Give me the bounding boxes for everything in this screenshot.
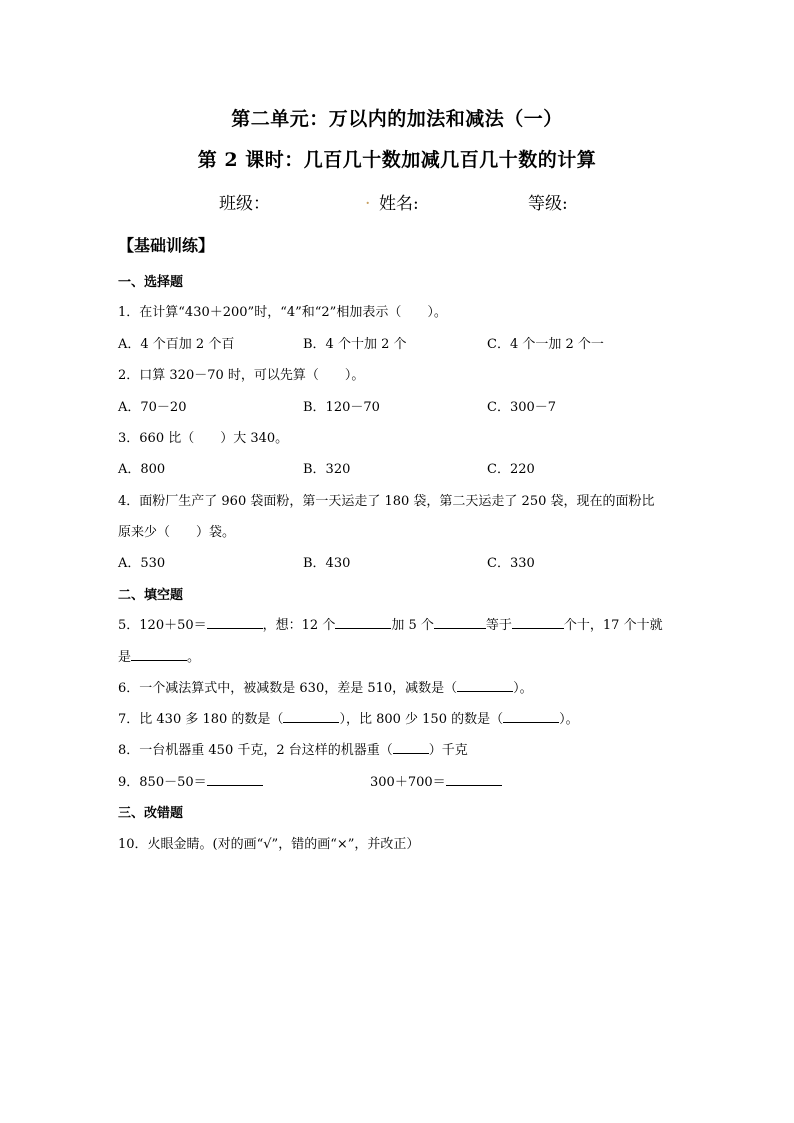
q9-text-b: 300＋700＝: [370, 775, 446, 790]
class-field-label: 班级：: [219, 194, 270, 214]
q5-text-b: ，想：12 个: [262, 618, 336, 633]
section-basic-training: 【基础训练】: [118, 236, 215, 255]
q7-text-a: 7．比 430 多 180 的数是（: [118, 712, 284, 727]
q8-text-b: ）千克: [428, 743, 468, 758]
q3-option-c: C．220: [487, 462, 535, 477]
q1-option-b: B．4 个十加 2 个: [303, 337, 407, 352]
q9-blank-2[interactable]: [446, 773, 502, 786]
part3-heading: 三、改错题: [118, 806, 184, 821]
lesson-subtitle: 第 2 课时：几百几十数加减几百几十数的计算: [197, 149, 597, 171]
question-4-line1: 4．面粉厂生产了 960 袋面粉，第一天运走了 180 袋，第二天运走了 250 袋，现在的面粉比: [118, 494, 655, 509]
q5-text-e: 个十，17 个十就: [563, 618, 663, 633]
question-10: 10．火眼金睛。(对的画“√”，错的画“×”，并改正）: [118, 837, 420, 852]
question-9b: [370, 771, 502, 790]
q7-text-c: ）。: [559, 712, 579, 727]
part1-heading: 一、选择题: [118, 275, 184, 290]
question-5-line2: [118, 646, 200, 665]
q7-blank-2[interactable]: [503, 710, 559, 723]
q1-option-a: A．4 个百加 2 个百: [118, 337, 235, 352]
q2-option-b: B．120－70: [303, 400, 380, 415]
q5-line2-text: 是: [118, 650, 132, 665]
q9-text-a: 9．850－50＝: [118, 775, 207, 790]
q4-option-b: B．430: [303, 556, 351, 571]
q8-text-a: 8．一台机器重 450 千克，2 台这样的机器重（: [118, 743, 393, 758]
q2-option-a: A．70－20: [118, 400, 187, 415]
name-field-label: 姓名:: [379, 194, 419, 214]
q8-blank[interactable]: [393, 741, 429, 754]
question-3: 3．660 比（ ）大 340。: [118, 431, 289, 446]
q3-option-b: B．320: [303, 462, 351, 477]
q5-blank-4[interactable]: [512, 616, 564, 629]
q9-blank-1[interactable]: [207, 773, 263, 786]
question-6: [118, 677, 533, 696]
dot-mark: .: [365, 189, 371, 209]
page-title: 第二单元：万以内的加法和减法（一）: [231, 108, 563, 130]
q6-text-b: ）。: [513, 681, 533, 696]
q5-blank-3[interactable]: [434, 616, 486, 629]
q3-option-a: A．800: [118, 462, 166, 477]
q5-blank-5[interactable]: [131, 648, 187, 661]
question-7: [118, 708, 579, 727]
question-5-line1: [118, 614, 663, 633]
q4-option-a: A．530: [118, 556, 166, 571]
q5-blank-1[interactable]: [207, 616, 263, 629]
q5-blank-2[interactable]: [335, 616, 391, 629]
question-2: 2．口算 320－70 时，可以先算（ ）。: [118, 368, 365, 383]
q5-text-c: 加 5 个: [391, 618, 434, 633]
part2-heading: 二、填空题: [118, 588, 184, 603]
q5-text-a: 5．120＋50＝: [118, 618, 207, 633]
grade-field-label: 等级:: [528, 194, 568, 214]
q7-text-b: ），比 800 少 150 的数是（: [339, 712, 504, 727]
q4-option-c: C．330: [487, 556, 535, 571]
q6-blank[interactable]: [457, 679, 513, 692]
q5-text-d: 等于: [485, 618, 512, 633]
q5-end: 。: [187, 650, 201, 665]
question-9a: [118, 771, 263, 790]
q2-option-c: C．300－7: [487, 400, 557, 415]
q6-text-a: 6．一个减法算式中，被减数是 630，差是 510，减数是（: [118, 681, 458, 696]
question-8: [118, 739, 468, 758]
question-4-line2: 原来少（ ）袋。: [118, 525, 236, 540]
q1-option-c: C．4 个一加 2 个一: [487, 337, 604, 352]
info-dot: [365, 189, 370, 209]
q7-blank-1[interactable]: [283, 710, 339, 723]
question-1: 1．在计算“430＋200”时，“4”和“2”相加表示（ ）。: [118, 305, 447, 320]
